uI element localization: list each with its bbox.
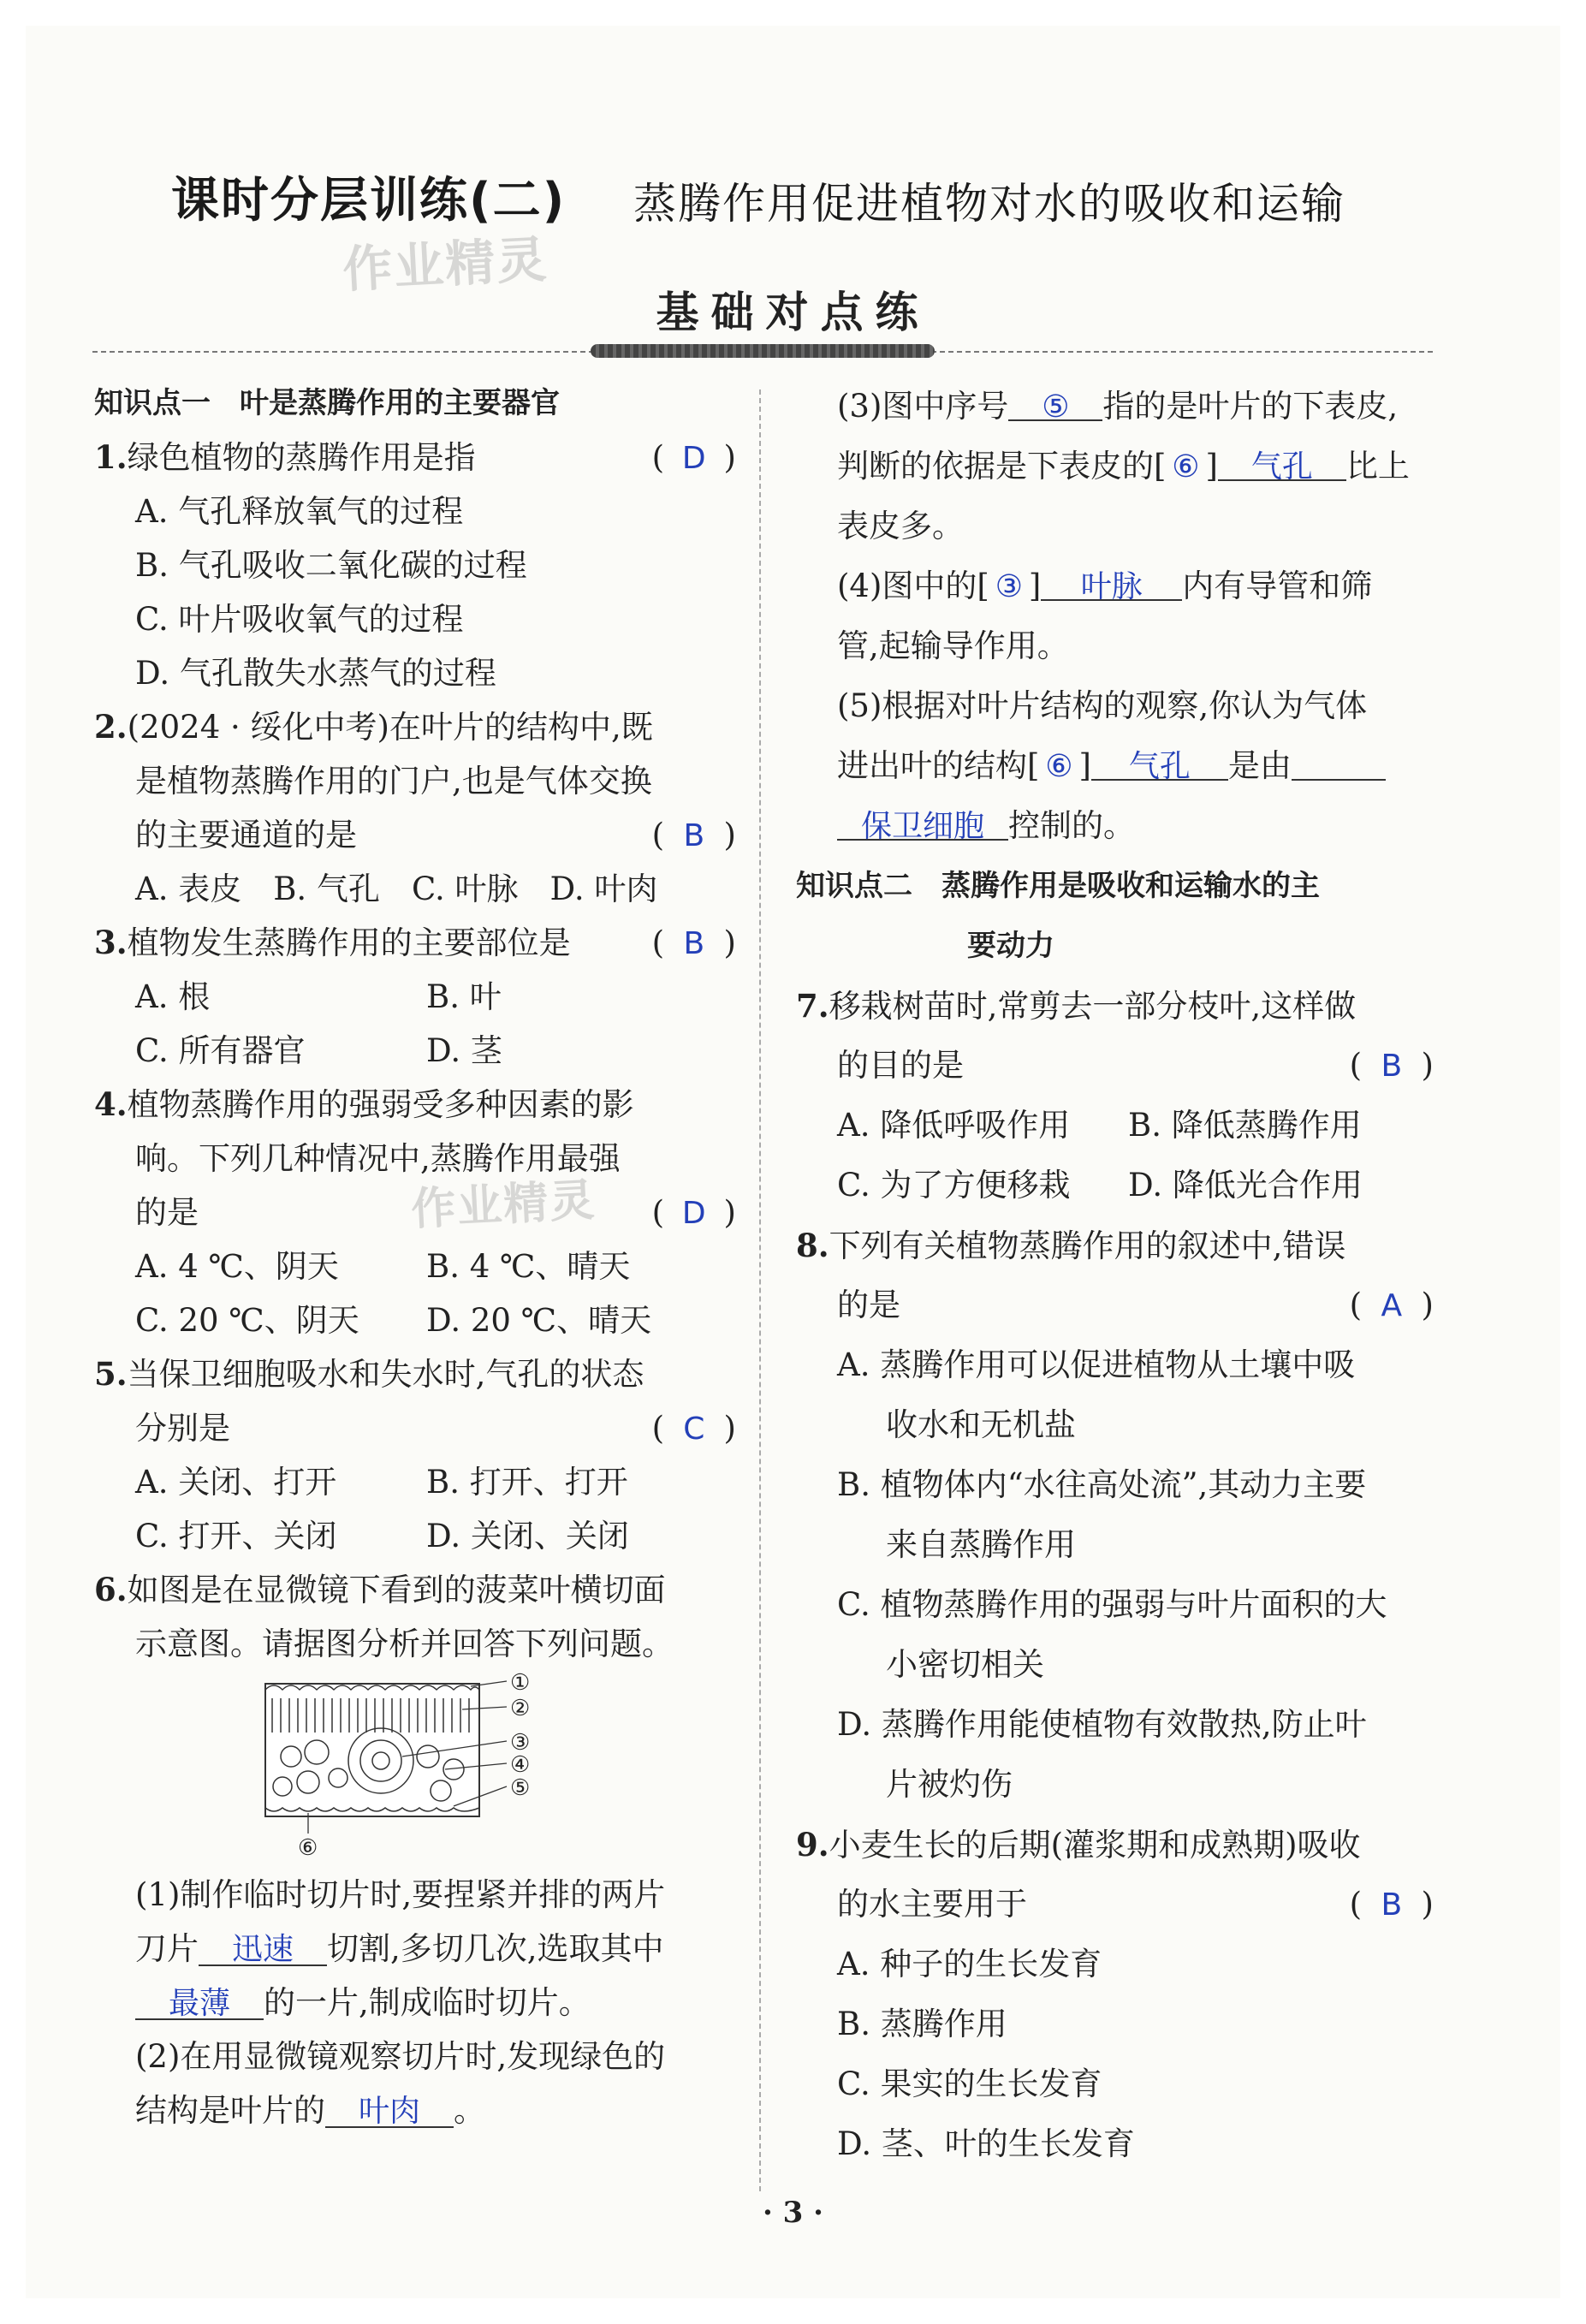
option: A. 降低呼吸作用 — [837, 1107, 1071, 1144]
option: B. 蒸腾作用 — [837, 2006, 1007, 2042]
fill-blank — [1041, 556, 1182, 604]
question-9: 9.小麦生长的后期(灌浆期和成熟期)吸收 — [796, 1826, 1361, 1863]
fill-blank — [199, 1922, 327, 1966]
fill-blank — [1091, 736, 1228, 784]
label-4: ④ — [510, 1752, 531, 1778]
label-2: ② — [510, 1696, 531, 1721]
question-4: 4.植物蒸腾作用的强弱受多种因素的影 — [94, 1085, 634, 1123]
answer-fill: 气孔 — [1128, 749, 1191, 784]
label-6: ⑥ — [298, 1835, 318, 1861]
option: D. 茎 — [426, 1032, 502, 1069]
fill-blank — [325, 2083, 454, 2128]
answer-fill: ⑤ — [1042, 389, 1070, 425]
answer-q8: A — [1381, 1288, 1403, 1323]
fill-blank — [1292, 736, 1386, 781]
fill-blank — [837, 796, 1008, 844]
option: C. 植物蒸腾作用的强弱与叶片面积的大 — [837, 1586, 1387, 1623]
page-number: · 3 · — [762, 2196, 823, 2230]
option: B. 植物体内“水往高处流”,其动力主要 — [837, 1466, 1367, 1503]
option: A. 种子的生长发育 — [837, 1946, 1102, 1982]
option: C. 果实的生长发育 — [837, 2065, 1102, 2102]
heading-bar — [591, 344, 935, 358]
option: A. 关闭、打开 — [135, 1464, 337, 1501]
option: C. 打开、关闭 — [135, 1518, 337, 1554]
question-2: 2.(2024 · 绥化中考)在叶片的结构中,既 — [94, 708, 653, 746]
question-text: 的主要通道的是 ( B ) — [94, 808, 736, 862]
option: B. 4 ℃、晴天 — [426, 1248, 631, 1285]
option: C. 20 ℃、阴天 — [135, 1302, 359, 1339]
label-5: ⑤ — [510, 1775, 531, 1801]
subquestion-1: (1)制作临时切片时,要捏紧并排的两片 — [135, 1876, 666, 1913]
left-column: 知识点一 叶是蒸腾作用的主要器官 1.绿色植物的蒸腾作用是指 ( D ) A. 气孔释放氧气的过程 B. 气孔吸收二氧化碳的过程 C. 叶片吸收氧气的过程 D. 气孔散失水蒸气的过程 2.(2024 · 绥化中考)在叶片的结构中,既 是植物蒸腾作用的门户,也是气体交换 的主要通道的是 ( B ) A. 表皮 B. 气孔 C. 叶脉 D. 叶肉 3.植物发生蒸腾作用的主要部位是 ( B ) A. 根 B. 叶 C. 所有器官 D. 茎 4.植物蒸腾作用的强弱受多种因素的影 响。下列几种情况中,蒸腾作用最强 的是 ( D ) A. 4 ℃、阴天 B. 4 ℃、晴天 C. 20 ℃、阴天 D. 20 ℃、晴天 5.当保卫细胞吸水和失水时,气孔的状态 分别是 ( C ) A. 关闭、打开 B. 打开、打开 C. 打开、关闭 D. 关闭、关闭 6.如图是在显微镜下看到的菠菜叶横切面 示意图。请据图分析并回答下列问题。 ① ② ③ ④ ⑤ ⑥ (1)制作临时切片时,要捏紧并排的两片 刀片 迅速 切割,多切几次,选取其中 最薄 的一片,制成临时切片。 (2)在用显微镜观察切片时,发现绿色的 结构是叶片的 叶肉 。 — [94, 377, 736, 2137]
option: B. 降低蒸腾作用 — [1128, 1107, 1362, 1144]
option: B. 气孔吸收二氧化碳的过程 — [135, 547, 527, 584]
right-column: (3)图中序号 ⑤ 指的是叶片的下表皮, 判断的依据是下表皮的[ ⑥ ] 气孔 比上 表皮多。 (4)图中的[ ③ ] 叶脉 内有导管和筛 管,起输导作用。 (5)根据对叶片结构的观察,你认为气体 进出叶的结构[ ⑥ ] 气孔 是由 保卫细胞 控制的。 知识点二 蒸腾作用是吸收和运输水的主 要动力 7.移栽树苗时,常剪去一部分枝叶,这样做 的目的是 ( B ) A. 降低呼吸作用 B. 降低蒸腾作用 C. 为了方便移栽 D. 降低光合作用 8.下列有关植物蒸腾作用的叙述中,错误 的是 ( A ) A. 蒸腾作用可以促进植物从土壤中吸 收水和无机盐 B. 植物体内“水往高处流”,其动力主要 来自蒸腾作用 C. 植物蒸腾作用的强弱与叶片面积的大 小密切相关 D. 蒸腾作用能使植物有效散热,防止叶 片被灼伤 9.小麦生长的后期(灌浆期和成熟期)吸收 的水主要用于 ( B ) A. 种子的生长发育 B. 蒸腾作用 C. 果实的生长发育 D. 茎、叶的生长发育 — [796, 377, 1434, 2174]
label-1: ① — [510, 1671, 531, 1696]
answer-fill: 迅速 — [231, 1932, 294, 1967]
lesson-subtitle: 蒸腾作用促进植物对水的吸收和运输 — [633, 179, 1345, 229]
watermark: 作业精灵 — [341, 229, 549, 300]
lesson-title: 课时分层训练(二) — [171, 173, 567, 229]
leaf-diagram — [257, 1671, 599, 1868]
knowledge-point-1: 知识点一 叶是蒸腾作用的主要器官 — [94, 386, 560, 420]
option: A. 根 — [135, 978, 211, 1015]
option: C. 所有器官 — [135, 1032, 306, 1069]
question-8: 8.下列有关植物蒸腾作用的叙述中,错误 — [796, 1227, 1346, 1264]
label-3: ③ — [510, 1730, 531, 1756]
option: C. 叶片吸收氧气的过程 — [135, 601, 464, 638]
answer-q7: B — [1381, 1049, 1403, 1084]
answer-q9: B — [1381, 1887, 1403, 1923]
answer-fill: 气孔 — [1250, 449, 1313, 484]
question-7: 7.移栽树苗时,常剪去一部分枝叶,这样做 — [796, 987, 1357, 1025]
question-5: 5.当保卫细胞吸水和失水时,气孔的状态 — [94, 1355, 644, 1393]
column-divider — [759, 389, 761, 2191]
subquestion-2: (2)在用显微镜观察切片时,发现绿色的 — [135, 2038, 666, 2075]
option: D. 降低光合作用 — [1128, 1167, 1363, 1204]
answer-fill: 叶脉 — [1080, 569, 1143, 604]
section-heading: 基础对点练 — [656, 288, 930, 337]
option: A. 4 ℃、阴天 — [135, 1248, 339, 1285]
fill-blank — [1008, 377, 1102, 425]
option: D. 茎、叶的生长发育 — [837, 2125, 1135, 2162]
knowledge-point-2: 知识点二 蒸腾作用是吸收和运输水的主 — [796, 869, 1320, 903]
answer-fill: 保卫细胞 — [860, 809, 984, 844]
question-text: 是植物蒸腾作用的门户,也是气体交换 — [135, 763, 652, 799]
question-6: 6.如图是在显微镜下看到的菠菜叶横切面 — [94, 1571, 666, 1608]
question-text: 示意图。请据图分析并回答下列问题。 — [135, 1626, 674, 1662]
answer-q5: C — [683, 1412, 705, 1447]
answer-q1: D — [681, 441, 706, 476]
option: C. 为了方便移栽 — [837, 1167, 1071, 1204]
option: A. 气孔释放氧气的过程 — [135, 493, 464, 530]
question-3: 3.植物发生蒸腾作用的主要部位是 ( B ) — [94, 916, 736, 970]
option: B. 叶 — [426, 978, 502, 1015]
answer-fill: 叶肉 — [358, 2094, 420, 2129]
answer-q2: B — [683, 818, 705, 853]
option: D. 20 ℃、晴天 — [426, 1302, 652, 1339]
answer-fill: 最薄 — [168, 1986, 230, 2021]
option: D. 蒸腾作用能使植物有效散热,防止叶 — [837, 1706, 1367, 1743]
answer-q4: D — [681, 1196, 706, 1231]
leaf-cross-section-figure — [257, 1671, 599, 1868]
option: B. 打开、打开 — [426, 1464, 628, 1501]
fill-blank — [135, 1976, 264, 2020]
option: D. 关闭、关闭 — [426, 1518, 629, 1554]
watermark: 作业精灵 — [409, 1174, 597, 1236]
option: D. 气孔散失水蒸气的过程 — [135, 655, 496, 692]
option: A. 表皮 B. 气孔 C. 叶脉 D. 叶肉 — [135, 871, 658, 907]
answer-q3: B — [683, 926, 705, 961]
question-1: 1.绿色植物的蒸腾作用是指 ( D ) — [94, 431, 736, 484]
option: A. 蒸腾作用可以促进植物从土壤中吸 — [837, 1346, 1356, 1383]
question-text: 响。下列几种情况中,蒸腾作用最强 — [135, 1140, 621, 1177]
fill-blank — [1218, 437, 1346, 484]
